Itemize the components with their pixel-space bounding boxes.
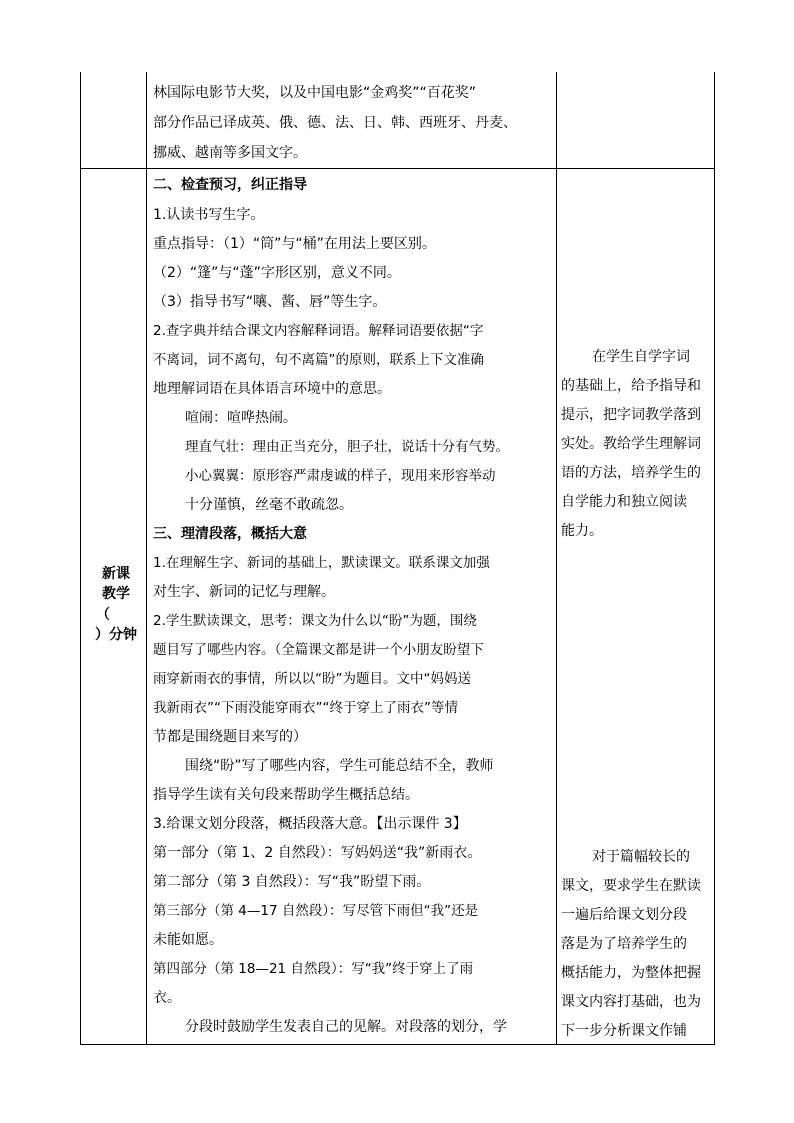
note-line: 课文，要求学生在默读 [561,878,701,894]
note-line: 对于篇幅较长的 [592,849,690,865]
table-row-divider [80,168,715,169]
note-line: 实处。教给学生理解词 [561,436,701,452]
text-line: 衣。 [153,990,181,1006]
table-border-left [80,72,81,1044]
section-heading: 三、理清段落，概括大意 [153,526,307,542]
text-line: 节都是围绕题目来写的） [153,729,307,745]
section-label-line: 教学 [102,586,130,602]
text-line: 理直气壮：理由正当充分，胆子壮，说话十分有气势。 [185,439,509,455]
section-label-line: 新课 [102,566,130,582]
text-line: 1.认读书写生字。 [153,207,265,223]
text-line: 3.给课文划分段落，概括段落大意。【出示课件 3】 [153,816,467,832]
text-line: 喧闹：喧哗热闹。 [185,410,297,426]
text-line: 重点指导：（1）“筒”与“桶”在用法上要区别。 [153,236,436,252]
text-line: 部分作品已译成英、俄、德、法、日、韩、西班牙、丹麦、 [153,115,517,131]
text-line: 雨穿新雨衣的事情，所以以“盼”为题目。文中“妈妈送 [153,671,471,687]
text-line: 第四部分（第 18—21 自然段）：写“我”终于穿上了雨 [153,961,474,977]
table-divider-2 [556,72,557,1044]
text-line: 地理解词语在具体语言环境中的意思。 [153,381,391,397]
text-line: 分段时鼓励学生发表自己的见解。对段落的划分，学 [185,1019,507,1035]
note-line: 的基础上，给予指导和 [561,378,701,394]
text-line: 对生字、新词的记忆与理解。 [153,584,335,600]
note-line: 课文内容打基础，也为 [561,994,701,1010]
text-line: 指导学生读有关句段来帮助学生概括总结。 [153,787,419,803]
text-line: 题目写了哪些内容。（全篇课文都是讲一个小朋友盼望下 [153,642,484,658]
text-line: 围绕“盼”写了哪些内容，学生可能总结不全，教师 [185,758,494,774]
note-line: 语的方法，培养学生的 [561,465,701,481]
note-line: 提示，把字词教学落到 [561,407,701,423]
text-line: 不离词，词不离句，句不离篇”的原则，联系上下文准确 [153,352,484,368]
note-line: 能力。 [561,523,603,539]
text-line: 第二部分（第 3 自然段）：写“我”盼望下雨。 [153,874,431,890]
note-line: 概括能力，为整体把握 [561,965,701,981]
section-label-line: （ [96,607,110,623]
note-line: 一遍后给课文划分段 [561,907,687,923]
text-line: 挪威、越南等多国文字。 [153,145,307,161]
text-line: 2.学生默读课文，思考：课文为什么以“盼”为题，围绕 [153,613,477,629]
note-line: 在学生自学字词 [592,349,690,365]
section-label-line: ）分钟 [95,627,137,643]
table-divider-1 [146,72,147,1044]
note-line: 落是为了培养学生的 [561,936,687,952]
table-border-bottom [80,1044,715,1045]
text-line: 小心翼翼：原形容严肃虔诚的样子，现用来形容举动 [185,468,496,484]
text-line: 我新雨衣”“下雨没能穿雨衣”“终于穿上了雨衣”等情 [153,700,458,716]
text-line: （3）指导书写“嚷、酱、唇”等生字。 [153,294,387,310]
text-line: 2.查字典并结合课文内容解释词语。解释词语要依据“字 [153,323,484,339]
note-line: 下一步分析课文作铺 [561,1023,687,1039]
text-line: 第一部分（第 1、2 自然段）：写妈妈送“我”新雨衣。 [153,845,482,861]
text-line: 1.在理解生字、新词的基础上，默读课文。联系课文加强 [153,555,490,571]
table-border-right [714,72,715,1044]
text-line: （2）“篷”与“蓬”字形区别，意义不同。 [153,265,401,281]
text-line: 第三部分（第 4—17 自然段）：写尽管下雨但“我”还是 [153,903,479,919]
text-line: 未能如愿。 [153,932,223,948]
text-line: 林国际电影节大奖，以及中国电影“金鸡奖”“百花奖” [153,85,477,101]
note-line: 自学能力和独立阅读 [561,494,687,510]
section-heading: 二、检查预习，纠正指导 [153,177,307,193]
text-line: 十分谨慎，丝毫不敢疏忽。 [185,497,353,513]
